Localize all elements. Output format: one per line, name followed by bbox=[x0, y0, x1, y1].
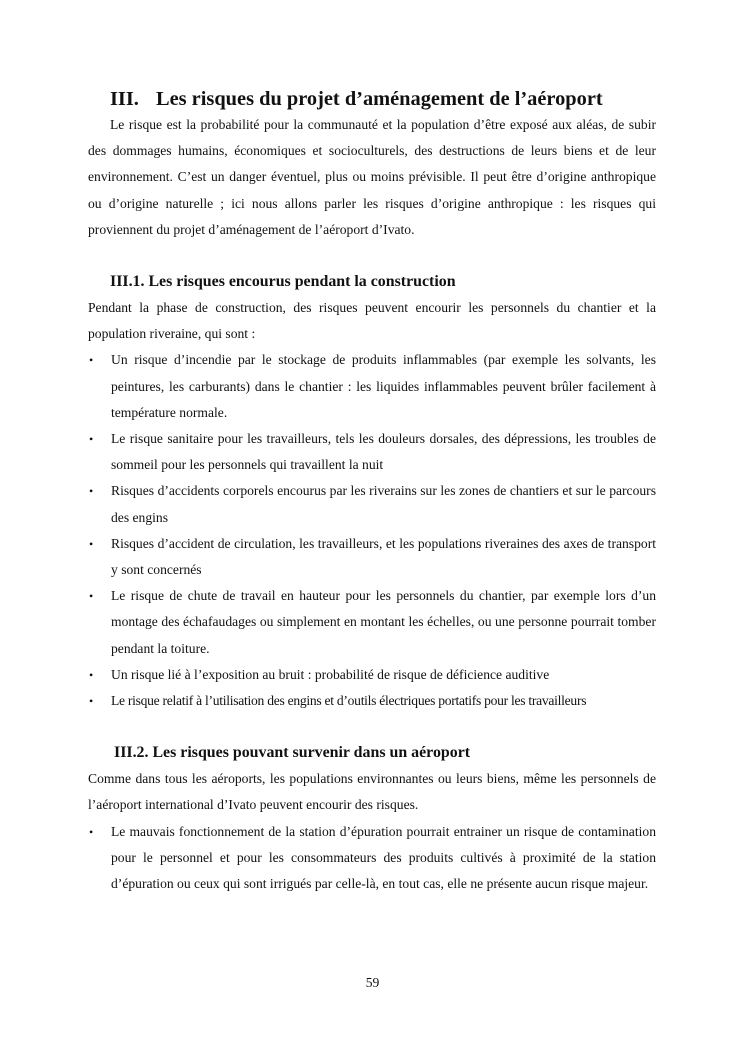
list-item bbox=[88, 478, 656, 530]
list-item-text: Un risque d’incendie par le stockage de produits inflammables (par exemple les solvants, les peintures, les carburants) dans le chantier : les liquides inflammables peuvent brûler facilement à température normale. bbox=[111, 352, 656, 420]
section-intro-paragraph: Le risque est la probabilité pour la communauté et la population d’être exposé aux aléas, de subir des dommages humains, économiques et socioculturels, des destructions de leurs biens et de leur environnement. C’est un danger éventuel, plus ou moins prévisible. Il peut être d’origine anthropique ou d’origine naturelle ; ici nous allons parler les risques d’origine anthropique : les risques qui proviennent du projet d’aménagement de l’aéroport d’Ivato. bbox=[88, 117, 656, 237]
document-page bbox=[88, 86, 656, 897]
airport-risks-list bbox=[88, 819, 656, 898]
subsection-1-intro: Pendant la phase de construction, des risques peuvent encourir les personnels du chantier et la population riveraine, qui sont : bbox=[88, 300, 656, 342]
list-item-text: Le mauvais fonctionnement de la station d’épuration pourrait entrainer un risque de contamination pour le personnel et pour les consommateurs des produits cultivés à proximité de la station d’épuration ou ceux qui sont irrigués par celle-là, en tout cas, elle ne présente aucun risque majeur. bbox=[111, 823, 656, 892]
section-heading-iii bbox=[88, 86, 656, 112]
subsection-2-intro: Comme dans tous les aéroports, les populations environnantes ou leurs biens, même les personnels de l’aéroport international d’Ivato peuvent encourir des risques. bbox=[88, 771, 656, 813]
bullet-icon: • bbox=[89, 589, 94, 604]
list-item bbox=[88, 583, 656, 662]
bullet-icon: • bbox=[89, 694, 93, 709]
subsection-heading-iii-2: III.2. Les risques pouvant survenir dans un aéroport bbox=[114, 744, 471, 762]
list-item bbox=[88, 531, 656, 583]
section-number: III. bbox=[110, 88, 139, 110]
section-title: Les risques du projet d’aménagement de l’aéroport bbox=[156, 88, 603, 110]
list-item-text: Risques d’accidents corporels encourus par les riverains sur les zones de chantiers et sur le parcours des engins bbox=[111, 483, 656, 525]
bullet-icon: • bbox=[89, 824, 94, 839]
bullet-icon: • bbox=[89, 536, 94, 551]
list-item bbox=[88, 819, 656, 898]
list-item bbox=[88, 688, 656, 714]
list-item bbox=[88, 662, 656, 688]
bullet-icon: • bbox=[89, 432, 94, 447]
list-item-text: Risques d’accident de circulation, les travailleurs, et les populations riveraines des axes de transport y sont concernés bbox=[111, 535, 656, 578]
bullet-icon: • bbox=[89, 484, 94, 499]
subsection-heading-iii-1: III.1. Les risques encourus pendant la construction bbox=[110, 273, 456, 291]
list-item bbox=[88, 426, 656, 478]
list-item bbox=[88, 347, 656, 426]
list-item-text: Le risque de chute de travail en hauteur pour les personnels du chantier, par exemple lors d’un montage des échafaudages ou simplement en montant les échelles, ou une personne pourrait tomber pendant la toiture. bbox=[111, 588, 656, 656]
bullet-icon: • bbox=[89, 353, 94, 368]
page-number: 59 bbox=[365, 975, 380, 990]
construction-risks-list bbox=[88, 347, 656, 714]
list-item-text: Le risque relatif à l’utilisation des engins et d’outils électriques portatifs pour les travailleurs bbox=[111, 693, 587, 709]
bullet-icon: • bbox=[89, 667, 94, 682]
list-item-text: Le risque sanitaire pour les travailleurs, tels les douleurs dorsales, des dépressions, les troubles de sommeil pour les personnels qui travaillent la nuit bbox=[111, 431, 656, 473]
list-item-text: Un risque lié à l’exposition au bruit : probabilité de risque de déficience auditive bbox=[111, 666, 550, 682]
